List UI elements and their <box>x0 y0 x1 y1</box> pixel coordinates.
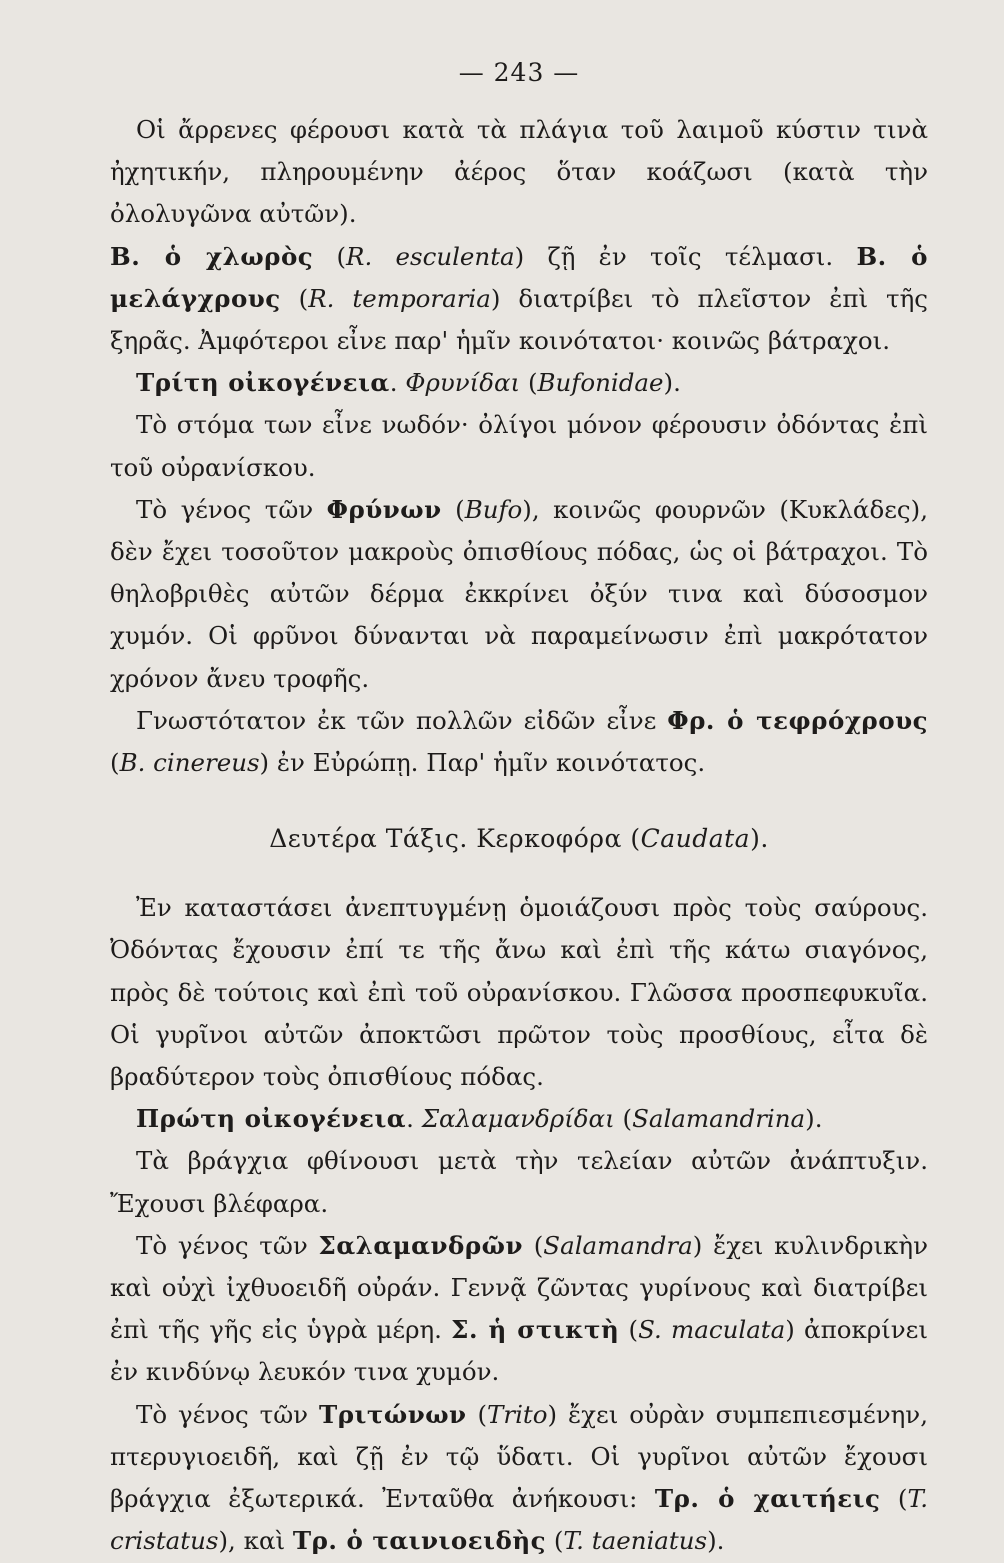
species-name: Τρ. ὁ ταινιοειδὴς <box>292 1526 547 1556</box>
text-run: ( <box>522 1230 544 1260</box>
text-run: ( <box>466 1399 488 1429</box>
genus-name: Τριτώνων <box>319 1399 467 1429</box>
paragraph-common-toad <box>110 700 928 784</box>
text-run: Τὸ γένος τῶν <box>136 494 327 524</box>
paragraph-caudata-description: Ἐν καταστάσει ἀνεπτυγμένῃ ὁμοιάζουσι πρὸς τοὺς σαύρους. Ὀδόντας ἔχουσιν ἐπί τε τῆς ἄνω καὶ ἐπὶ τῆς κάτω σιαγόνος, πρὸς δὲ τούτοις καὶ ἐπὶ τοῦ οὐρανίσκου. Γλῶσσα προσπεφυκυῖα. Οἱ γυρῖνοι αὐτῶν ἀποκτῶσι πρῶτον τοὺς προσθίους, εἶτα δὲ βραδύτερον τοὺς ὀπισθίους πόδας. <box>110 893 928 1092</box>
family-heading-bufonidae <box>110 362 928 404</box>
latin-name: Bufonidae <box>537 368 664 398</box>
species-name: Φρ. ὁ τεφρόχρους <box>667 705 928 735</box>
paragraph-toad-mouth: Τὸ στόμα των εἶνε νωδόν· ὀλίγοι μόνον φέρουσιν ὀδόντας ἐπὶ τοῦ οὐρανίσκου. <box>110 410 928 482</box>
text-run: Δευτέρα Τάξις. Κερκοφόρα ( <box>269 824 641 854</box>
text-run: Γνωστότατον ἐκ τῶν πολλῶν εἰδῶν εἶνε <box>136 705 668 735</box>
paragraph-gills: Τὰ βράγχια φθίνουσι μετὰ τὴν τελείαν αὐτῶν ἀνάπτυξιν. Ἔχουσι βλέφαρα. <box>110 1146 928 1218</box>
latin-name: Caudata <box>640 824 751 854</box>
text-run: Τὸ γένος τῶν <box>136 1399 320 1429</box>
paragraph-salamandra-genus <box>110 1225 928 1394</box>
text-run: ) διατρίβει τὸ πλεῖστον ἐπὶ τῆς ξηρᾶς. Ἀμφότεροι εἶνε παρ' ἡμῖν κοινότατοι· κοινῶς βάτραχοι. <box>110 283 928 356</box>
genus-name: Φρύνων <box>326 494 442 524</box>
family-greek-name: Σαλαμανδρίδαι <box>421 1104 615 1134</box>
family-greek-name: Φρυνίδαι <box>405 368 521 398</box>
latin-name: Trito <box>487 1399 548 1429</box>
paragraph-rana-species <box>110 236 928 363</box>
text-run: ( <box>520 368 538 398</box>
latin-name: T. cristatus <box>110 1484 928 1556</box>
section-heading-caudata <box>110 824 928 853</box>
latin-name: B. cinereus <box>119 748 260 778</box>
family-label: Τρίτη οἰκογένεια <box>136 368 390 398</box>
species-name: Β. ὁ μελάγχρους <box>110 241 929 313</box>
genus-name: Σαλαμανδρῶν <box>318 1230 523 1260</box>
text-run: ( <box>546 1526 564 1556</box>
latin-name: Salamandrina <box>632 1104 806 1134</box>
paragraph-triton-genus <box>110 1394 928 1563</box>
text-run: ) ζῇ ἐν τοῖς τέλμασι. <box>514 241 857 271</box>
species-name: Τρ. ὁ χαιτήεις <box>654 1484 881 1514</box>
text-run: ). <box>663 368 681 398</box>
text-run: ). <box>707 1526 725 1556</box>
text-run: ) ἔχει οὐρὰν συμπεπιεσμένην, πτερυγιοειδῆ, καὶ ζῇ ἐν τῷ ὕδατι. Οἱ γυρῖνοι αὐτῶν ἔχουσι βράγχια ἐξωτερικά. Ἐνταῦθα ἀνήκουσι: <box>110 1399 928 1514</box>
text-run: ( <box>313 241 347 271</box>
text-run: ) ἔχει κυλινδρικὴν καὶ οὐχὶ ἰχθυοειδῆ οὐράν. Γεννᾷ ζῶντας γυρίνους καὶ διατρίβει ἐπὶ τῆς γῆς εἰς ὑγρὰ μέρη. <box>110 1230 928 1345</box>
text-run: ( <box>110 748 120 778</box>
family-heading-salamandrina <box>110 1098 928 1140</box>
paragraph-vocal-sacs: Οἱ ἄρρενες φέρουσι κατὰ τὰ πλάγια τοῦ λαιμοῦ κύστιν τινὰ ἠχητικήν, πληρουμένην ἀέρος ὅταν κοάζωσι (κατὰ τὴν ὀλολυγῶνα αὐτῶν). <box>110 115 928 229</box>
text-run: ) ἐν Εὐρώπῃ. Παρ' ἡμῖν κοινότατος. <box>259 748 706 778</box>
text-run: ( <box>441 494 465 524</box>
text-run: ). <box>750 824 769 854</box>
text-run: ( <box>619 1315 639 1345</box>
text-run: ( <box>880 1484 908 1514</box>
text-run: ). <box>805 1104 823 1134</box>
latin-name: R. esculenta <box>346 241 515 271</box>
latin-name: Salamandra <box>543 1230 693 1260</box>
text-run: ( <box>280 283 309 313</box>
family-label: Πρώτη οἰκογένεια <box>136 1104 407 1134</box>
latin-name: T. taeniatus <box>563 1526 708 1556</box>
text-run: ( <box>614 1104 633 1134</box>
text-run: ), κοινῶς φουρνῶν (Κυκλάδες), δὲν ἔχει τοσοῦτον μακροὺς ὀπισθίους πόδας, ὡς οἱ βάτραχοι. Τὸ θηλοβριθὲς αὐτῶν δέρμα ἐκκρίνει ὀξύν τινα καὶ δύσοσμον χυμόν. Οἱ φρῦνοι δύνανται νὰ παραμείνωσιν ἐπὶ μακρότατον χρόνον ἄνευ τροφῆς. <box>110 494 928 693</box>
latin-name: Bufo <box>464 494 523 524</box>
species-name: Β. ὁ χλωρὸς <box>110 241 314 271</box>
text-run: . <box>406 1104 422 1134</box>
page-number: — 243 — <box>458 58 580 87</box>
text-run: Τὸ γένος τῶν <box>136 1230 319 1260</box>
latin-name: R. temporaria <box>308 283 491 313</box>
text-run: ), καὶ <box>218 1526 293 1556</box>
text-run: . <box>389 368 406 398</box>
species-name: Σ. ἡ στικτὴ <box>451 1315 620 1345</box>
latin-name: S. maculata <box>638 1315 786 1345</box>
paragraph-bufo-genus <box>110 489 928 700</box>
text-run: ) ἀποκρίνει ἐν κινδύνῳ λευκόν τινα χυμόν. <box>110 1315 928 1387</box>
